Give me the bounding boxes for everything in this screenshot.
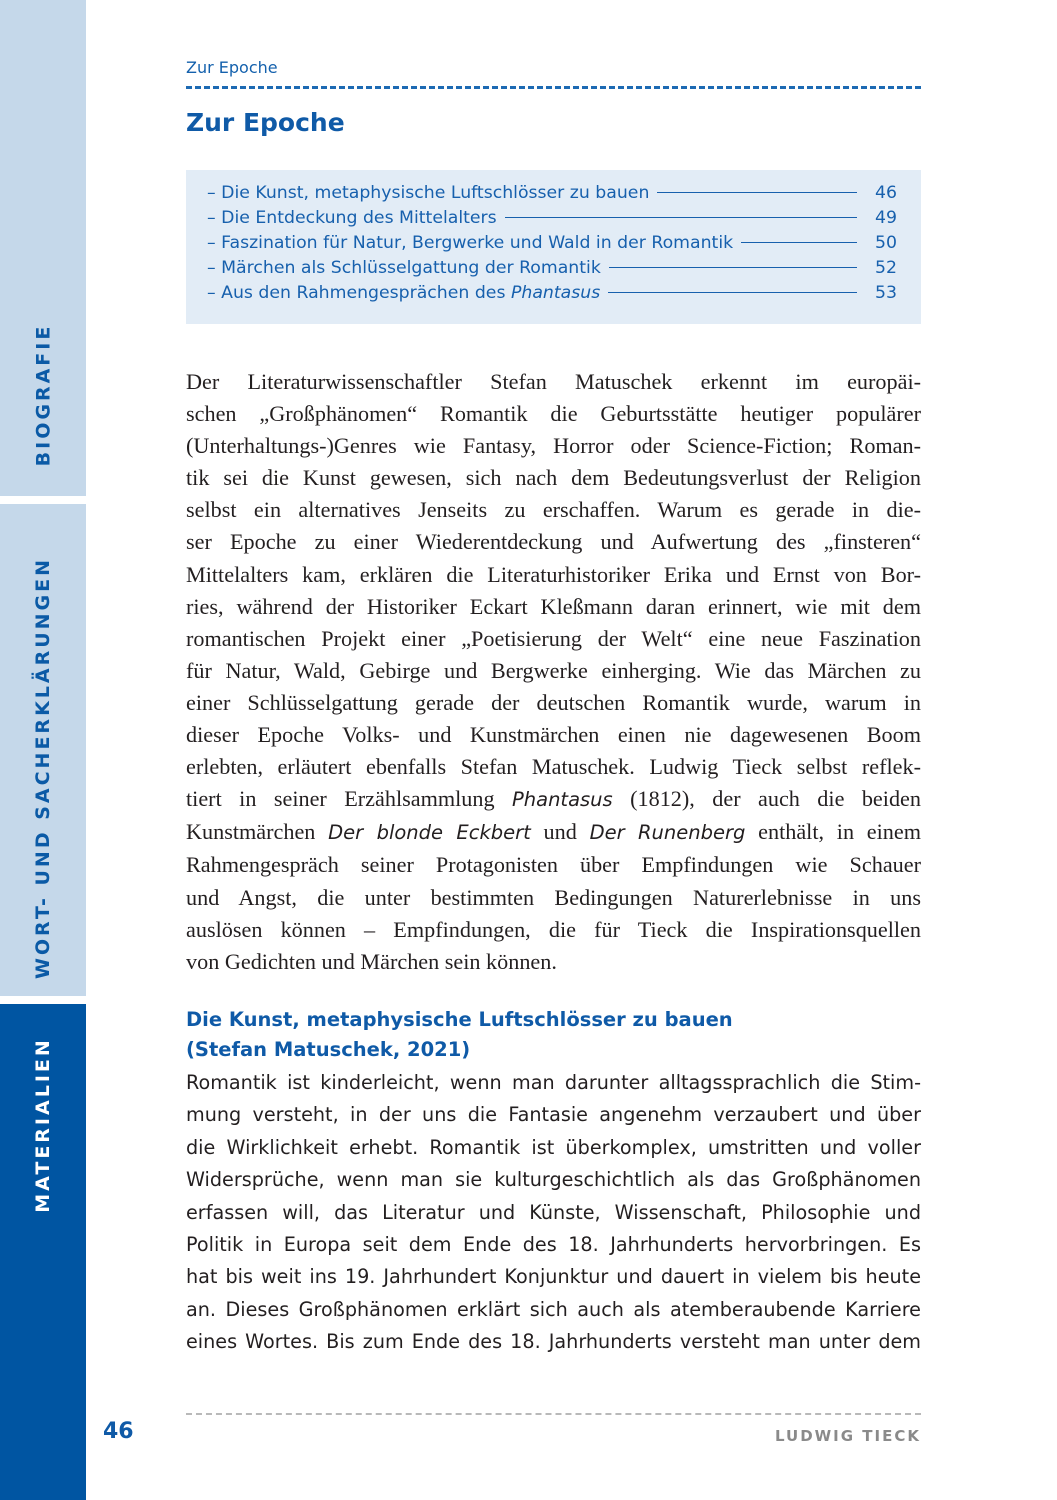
- text-line: erlebten, erläutert ebenfalls Stefan Matuschek. Ludwig Tieck selbst reflek-: [186, 754, 921, 780]
- text-line: eines Wortes. Bis zum Ende des 18. Jahrhunderts versteht man unter dem: [186, 1330, 921, 1354]
- section-source: (Stefan Matuschek, 2021): [186, 1038, 471, 1061]
- toc-entry-work-title: Phantasus: [510, 283, 601, 303]
- text-line: dieser Epoche Volks- und Kunstmärchen einen nie dagewesenen Boom: [186, 722, 921, 748]
- work-title: Phantasus: [512, 788, 613, 812]
- text-line: (Unterhaltungs-)Genres wie Fantasy, Horror oder Science-Fiction; Roman-: [186, 433, 921, 459]
- text-line: an. Dieses Großphänomen erklärt sich auch als atemberaubende Karriere: [186, 1297, 921, 1321]
- text-line: romantischen Projekt einer „Poetisierung der Welt“ eine neue Faszination: [186, 625, 921, 651]
- text-line: Mittelalters kam, erklären die Literaturhistoriker Erika und Ernst von Bor-: [186, 561, 921, 587]
- tab-materialien[interactable]: [0, 1004, 86, 1500]
- toc-entry-page: 46: [875, 183, 897, 203]
- intro-paragraph: [186, 366, 921, 978]
- text-run: enthält, in einem: [745, 819, 922, 845]
- text-run: tiert in seiner Erzählsammlung: [186, 786, 512, 812]
- toc-leader-line: [609, 267, 857, 268]
- text-line: erfassen will, das Literatur und Künste, Wissenschaft, Philosophie und: [186, 1200, 921, 1224]
- toc-leader-line: [741, 242, 857, 243]
- footer-divider: [186, 1413, 921, 1415]
- toc-entry[interactable]: [207, 258, 897, 283]
- work-title: Der blonde Eckbert: [328, 821, 531, 845]
- text-line: selbst ein alternatives Jenseits zu erschaffen. Warum es gerade in die-: [186, 497, 921, 523]
- text-line: und Angst, die unter bestimmten Bedingungen Naturerlebnisse in uns: [186, 884, 921, 910]
- text-line: einer Schlüsselgattung gerade der deutschen Romantik wurde, warum in: [186, 689, 921, 715]
- text-line: für Natur, Wald, Gebirge und Bergwerke einherging. Wie das Märchen zu: [186, 657, 921, 683]
- running-header: Zur Epoche: [186, 58, 278, 77]
- toc-leader-line: [608, 292, 857, 293]
- page-title: Zur Epoche: [186, 108, 345, 137]
- toc-entry-page: 50: [875, 233, 897, 253]
- text-line: schen „Großphänomen“ Romantik die Geburtsstätte heutiger populärer: [186, 401, 921, 427]
- toc-entry-page: 49: [875, 208, 897, 228]
- section-heading: [186, 1005, 733, 1065]
- toc-leader-line: [505, 217, 857, 218]
- text-line: tik sei die Kunst gewesen, sich nach dem Bedeutungsverlust der Religion: [186, 465, 921, 491]
- text-line: Politik in Europa seit dem Ende des 18. Jahrhunderts hervorbringen. Es: [186, 1233, 921, 1257]
- excerpt-paragraph: [186, 1067, 921, 1359]
- text-line: ser Epoche zu einer Wiederentdeckung und Aufwertung des „finsteren“: [186, 529, 921, 555]
- text-run: Kunstmärchen: [186, 819, 329, 845]
- text-line: mung versteht, in der uns die Fantasie angenehm verzaubert und über: [186, 1103, 921, 1127]
- toc-entry-label-text: – Aus den Rahmengesprächen des: [207, 283, 511, 303]
- text-line: von Gedichten und Märchen sein können.: [186, 948, 557, 974]
- toc-entry[interactable]: [207, 183, 897, 208]
- text-line: Rahmengespräch seiner Protagonisten über Empfindungen wie Schauer: [186, 852, 921, 878]
- toc-entry[interactable]: [207, 208, 897, 233]
- text-line: [186, 783, 921, 816]
- tab-wort-und-sacherklaerungen[interactable]: [0, 504, 86, 996]
- toc-entry-label: [207, 283, 600, 303]
- toc-entry-label: – Faszination für Natur, Bergwerke und Wald in der Romantik: [207, 233, 734, 253]
- text-line: Widersprüche, wenn man sie kulturgeschichtlich als das Großphänomen: [186, 1168, 921, 1192]
- page-number: 46: [103, 1419, 134, 1444]
- text-line: ries, während der Historiker Eckart Kleßmann daran erinnert, wie mit dem: [186, 593, 921, 619]
- tab-wort-und-sacherklaerungen-label: WORT- UND SACHERKLÄRUNGEN: [32, 556, 54, 980]
- footer-author: LUDWIG TIECK: [774, 1427, 921, 1445]
- text-line: hat bis weit ins 19. Jahrhundert Konjunktur und dauert in vielem bis heute: [186, 1265, 921, 1289]
- table-of-contents: [186, 170, 921, 324]
- text-line: Romantik ist kinderleicht, wenn man darunter alltagssprachlich die Stim-: [186, 1071, 921, 1094]
- toc-leader-line: [657, 192, 857, 193]
- text-run: (1812), der auch die beiden: [612, 786, 921, 812]
- work-title: Der Runenberg: [589, 821, 746, 845]
- text-line: Der Literaturwissenschaftler Stefan Matuschek erkennt im europäi-: [186, 369, 921, 394]
- text-line: die Wirklichkeit erhebt. Romantik ist überkomplex, umstritten und voller: [186, 1135, 921, 1159]
- toc-entry-page: 52: [875, 258, 897, 278]
- tab-biografie-label: BIOGRAFIE: [32, 323, 55, 467]
- toc-entry[interactable]: [207, 233, 897, 258]
- header-divider: [186, 86, 921, 89]
- tab-biografie[interactable]: [0, 0, 86, 496]
- text-run: und: [530, 819, 590, 845]
- section-tabs: [0, 0, 86, 1500]
- text-line: [186, 816, 921, 849]
- tab-materialien-label: MATERIALIEN: [32, 1037, 55, 1213]
- toc-entry[interactable]: [207, 283, 897, 308]
- text-line: auslösen können – Empfindungen, die für Tieck die Inspirationsquellen: [186, 916, 921, 942]
- toc-entry-label: – Die Entdeckung des Mittelalters: [207, 208, 497, 228]
- section-title: Die Kunst, metaphysische Luftschlösser zu bauen: [186, 1008, 733, 1031]
- toc-entry-label: – Märchen als Schlüsselgattung der Romantik: [207, 258, 601, 278]
- toc-entry-page: 53: [875, 283, 897, 303]
- toc-entry-label: – Die Kunst, metaphysische Luftschlösser zu bauen: [207, 183, 650, 203]
